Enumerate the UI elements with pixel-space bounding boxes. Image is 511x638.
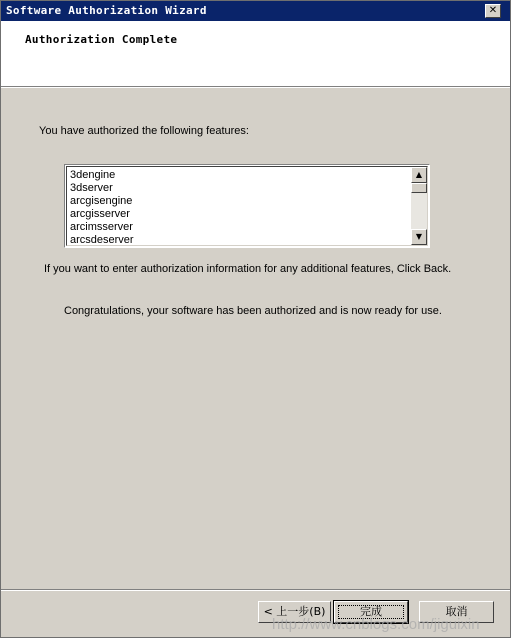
scroll-down-button[interactable] — [411, 229, 427, 245]
page-title: Authorization Complete — [25, 33, 178, 46]
list-item[interactable]: arcgisserver — [70, 208, 130, 220]
features-list — [70, 169, 410, 247]
features-listbox[interactable] — [64, 164, 430, 248]
list-item[interactable]: arcgisengine — [70, 195, 133, 207]
watermark-text: http://www.cnblogs.com/jiguixin — [272, 616, 480, 633]
close-button[interactable] — [485, 4, 501, 18]
features-intro-label: You have authorized the following features: — [39, 125, 249, 137]
scroll-up-button[interactable] — [411, 167, 427, 183]
listbox-scrollbar[interactable] — [411, 167, 427, 245]
window-title: Software Authorization Wizard — [6, 4, 207, 17]
cancel-button[interactable]: 取消 — [419, 601, 494, 623]
title-bar[interactable] — [1, 1, 510, 21]
footer-divider-highlight — [1, 590, 510, 591]
list-item[interactable]: arcsdeserver — [70, 234, 134, 246]
wizard-header — [1, 21, 510, 87]
additional-features-note: If you want to enter authorization information for any additional features, Click Back. — [44, 263, 452, 275]
scroll-thumb[interactable] — [411, 183, 427, 193]
close-icon: ✕ — [488, 5, 498, 16]
arrow-down-icon: ▼ — [415, 232, 423, 241]
list-item[interactable]: 3dengine — [70, 169, 116, 181]
list-item[interactable]: arcimsserver — [70, 221, 133, 233]
list-item[interactable]: 3dserver — [70, 182, 113, 194]
arrow-up-icon: ▲ — [415, 170, 423, 179]
back-button[interactable]: < 上一步(B) — [258, 601, 331, 623]
header-divider — [1, 87, 510, 88]
finish-button-label: 完成 — [360, 605, 382, 618]
congratulations-message: Congratulations, your software has been authorized and is now ready for use. — [64, 305, 442, 317]
